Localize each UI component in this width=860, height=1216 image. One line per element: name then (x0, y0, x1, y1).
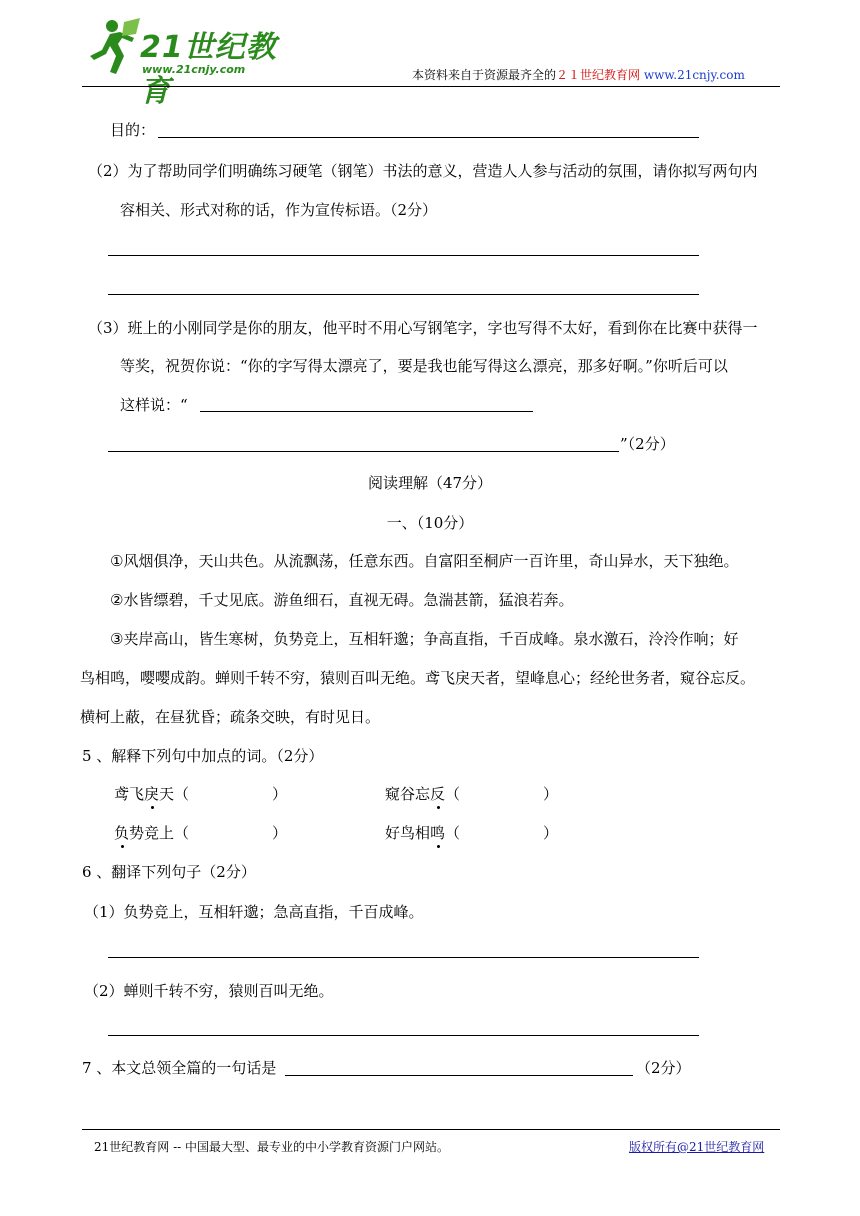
q5-item-1 (114, 784, 189, 804)
q4-part3-line1: （3）班上的小刚同学是你的朋友，他平时不用心写钢笔字，字也写得不太好，看到你在比赛中获得一 (88, 319, 758, 337)
footer-text: 21世纪教育网 -- 中国最大型、最专业的中小学教育资源门户网站。 (94, 1140, 450, 1154)
header-note-site: ２１世纪教育网 (556, 68, 641, 82)
answer-line[interactable] (285, 1075, 633, 1076)
footer-divider (82, 1129, 780, 1130)
answer-line[interactable] (108, 451, 619, 452)
dotted-word: 负 (114, 824, 130, 842)
section-heading: 一、（10分） (386, 514, 474, 532)
q4-part3-line2: 等奖，祝贺你说：“你的字写得太漂亮了，要是我也能写得这么漂亮，那多好啊。”你听后可以 (120, 357, 728, 375)
q4-part3-line3: 这样说：“ (120, 396, 188, 414)
item-text: （ (445, 785, 461, 803)
footer-copyright-link[interactable]: 版权所有@21世纪教育网 (629, 1140, 765, 1154)
dotted-word: 戾 (144, 785, 160, 803)
q5-item-3 (114, 823, 189, 843)
passage-paragraph-3-line2: 鸟相鸣，嘤嘤成韵。蝉则千转不穷，猿则百叫无绝。鸢飞戾天者，望峰息心；经纶世务者，窥谷忘反。 (80, 669, 756, 687)
question-6-stem: 6 、翻译下列句子（2分） (82, 863, 256, 881)
answer-line[interactable] (108, 294, 699, 295)
item-text: 天（ (159, 785, 190, 803)
site-logo (84, 14, 284, 109)
answer-line[interactable] (108, 957, 699, 958)
header-note-url[interactable]: www.21cnjy.com (643, 68, 745, 82)
logo-url: www.21cnjy.com (142, 63, 246, 76)
passage-paragraph-2: ②水皆缥碧，千丈见底。游鱼细石，直视无碍。急湍甚箭，猛浪若奔。 (110, 591, 574, 609)
q6-sentence-1: （1）负势竞上，互相轩邈；急高直指，千百成峰。 (84, 903, 424, 921)
q5-item-2-close: ） (543, 785, 559, 803)
passage-paragraph-3-line1: ③夹岸高山，皆生寒树，负势竞上，互相轩邈；争高直指，千百成峰。泉水激石，泠泠作响；好 (110, 630, 739, 648)
question-5-stem: 5 、解释下列句中加点的词。（2分） (82, 747, 324, 765)
answer-line[interactable] (108, 255, 699, 256)
q5-item-2 (385, 784, 460, 804)
q4-part3-end: ”（2分） (620, 435, 675, 453)
question-7-stem: 7 、本文总领全篇的一句话是 (82, 1059, 277, 1077)
q6-sentence-2: （2）蝉则千转不穷，猿则百叫无绝。 (84, 982, 334, 1000)
passage-paragraph-3-line3: 横柯上蔽，在昼犹昏；疏条交映，有时见日。 (80, 708, 381, 726)
answer-line[interactable] (200, 411, 533, 412)
q4-part2-line1: （2）为了帮助同学们明确练习硬笔（钢笔）书法的意义，营造人人参与活动的氛围，请你拟写两句内 (88, 162, 758, 180)
q5-item-1-close: ） (272, 785, 288, 803)
item-text: 势竞上（ (129, 824, 190, 842)
header-divider (82, 86, 780, 87)
dotted-word: 鸣 (430, 824, 446, 842)
q5-item-4 (385, 823, 460, 843)
dotted-word: 反 (430, 785, 446, 803)
q7-score: （2分） (636, 1059, 691, 1077)
answer-line[interactable] (108, 1035, 699, 1036)
item-text: 好鸟相 (385, 824, 431, 842)
q5-item-4-close: ） (543, 824, 559, 842)
q4-part2-line2: 容相关、形式对称的话，作为宣传标语。（2分） (120, 201, 438, 219)
reading-title: 阅读理解（47分） (367, 474, 493, 492)
item-text: （ (445, 824, 461, 842)
runner-icon (84, 16, 144, 78)
logo-text: 21世纪教育 (140, 30, 277, 109)
answer-line[interactable] (158, 137, 699, 138)
item-text: 鸢飞 (114, 785, 145, 803)
item-text: 窥谷忘 (385, 785, 431, 803)
header-note (412, 67, 745, 83)
passage-paragraph-1: ①风烟俱净，天山共色。从流飘荡，任意东西。自富阳至桐庐一百许里，奇山异水，天下独绝。 (110, 552, 739, 570)
header-note-prefix: 本资料来自于资源最齐全的 (412, 68, 557, 82)
purpose-label: 目的： (110, 121, 156, 139)
q5-item-3-close: ） (272, 824, 288, 842)
